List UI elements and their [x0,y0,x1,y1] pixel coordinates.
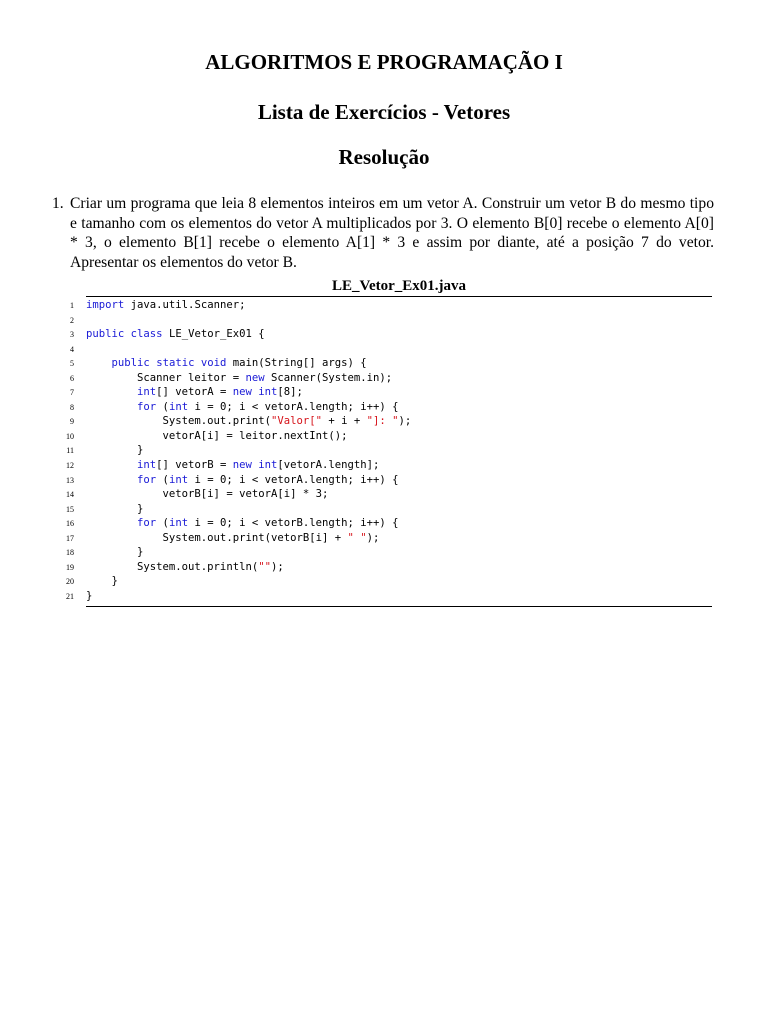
code-text [86,502,143,517]
code-keyword: new [232,459,252,472]
code-token: LE_Vetor_Ex01 { [162,328,265,341]
code-line [0,400,768,415]
code-keyword: int [168,517,189,530]
code-line [0,487,768,502]
line-number: 7 [70,388,74,398]
code-bottom-rule [86,606,712,607]
code-text [86,545,143,560]
code-token: } [86,546,144,559]
exercise-item [52,194,714,272]
code-token: System.out.println( [86,560,259,573]
code-line [0,327,768,342]
code-line [0,574,768,589]
code-keyword: int [168,473,189,486]
line-number: 21 [66,591,74,601]
code-keyword: import [86,299,125,311]
code-token: vetorB[i] = vetorA[i] * 3; [86,488,329,501]
code-token [86,386,137,398]
line-number: 18 [66,548,74,558]
line-number: 4 [70,344,74,354]
code-text [86,531,379,546]
code-text [86,560,284,575]
code-token: i = 0; i < vetorA.length; i++) { [188,473,399,486]
code-token: vetorA[i] = leitor.nextInt(); [86,429,348,442]
code-token: [vetorA.length]; [277,459,380,472]
code-keyword: for [137,517,157,530]
line-number: 19 [66,562,74,572]
code-line [0,298,768,313]
line-number: 10 [66,431,74,441]
code-text [86,443,143,458]
code-token: i = 0; i < vetorB.length; i++) { [188,517,399,530]
code-keyword: int [137,386,157,399]
line-number: 17 [66,533,74,543]
code-text [86,371,392,386]
code-line [0,429,768,444]
code-text [86,327,265,342]
code-line [0,516,768,531]
code-token: main(String[] args) { [226,357,367,370]
code-keyword: int [168,400,189,413]
code-keyword: new [245,371,265,384]
code-token: [] vetorA = [156,386,233,399]
code-token: System.out.print( [86,415,271,428]
code-token: ); [270,560,284,573]
code-token: ( [156,517,169,530]
code-line [0,458,768,473]
code-token: } [86,589,93,602]
code-text [86,385,303,400]
list-title: Lista de Exercícios - Vetores [257,100,511,124]
code-token: ); [398,415,412,428]
code-line [0,531,768,546]
code-line [0,545,768,560]
code-text [86,429,348,444]
code-token: System.out.print(vetorB[i] + [86,531,348,544]
code-line [0,502,768,517]
code-keyword: int [258,386,278,399]
code-line [0,560,768,575]
code-text [86,298,245,313]
code-token [86,459,137,471]
code-line [0,385,768,400]
code-keyword: int [258,459,278,472]
code-string: " " [347,531,367,544]
code-keyword: int [137,459,157,472]
code-token: ); [366,531,380,544]
line-number: 2 [70,315,74,325]
code-text [86,516,399,531]
code-line [0,313,768,328]
code-keyword: static [156,357,195,370]
line-number: 16 [66,519,74,529]
line-number: 14 [66,490,74,500]
line-number: 1 [70,301,74,310]
code-token: Scanner leitor = [86,371,246,384]
code-text [86,574,118,589]
line-number: 13 [66,475,74,485]
code-text [86,458,379,473]
line-number: 20 [66,577,74,587]
code-token: ( [156,473,169,486]
code-token [86,474,137,486]
code-token: [] vetorB = [156,459,233,472]
code-keyword: public [86,328,125,341]
code-token: } [86,502,144,515]
code-text [86,487,328,502]
code-token [86,517,137,529]
exercise-text: Criar um programa que leia 8 elementos inteiros em um vetor A. Construir um vetor B do mesmo tipo e tamanho com os elementos do vetor A multiplicados por 3. O elemento B[0] recebe o elemento A[0] * 3, o elemento B[1] recebe o elemento A[1] * 3 e assim por diante, até a posição 7 do vetor. Apresentar os elementos do vetor B. [70,195,714,271]
code-text [86,414,411,429]
code-top-rule [86,296,712,297]
code-line [0,473,768,488]
code-keyword: void [200,357,227,370]
line-number: 6 [70,373,74,383]
code-token: [8]; [277,386,303,399]
code-keyword: class [130,328,163,341]
code-line [0,356,768,371]
code-listing [0,298,768,603]
code-token: java.util.Scanner; [124,299,246,311]
code-text [86,356,367,371]
code-text [86,400,399,415]
code-token: } [86,575,118,588]
line-number: 3 [70,330,74,340]
code-text [86,473,399,488]
exercise-number: 1. [52,195,64,212]
code-line [0,589,768,604]
code-line [0,342,768,357]
line-number: 5 [70,359,74,369]
code-token: i = 0; i < vetorA.length; i++) { [188,400,399,413]
code-keyword: new [232,386,252,399]
code-token [86,401,137,413]
code-string: "Valor[" [270,415,322,428]
code-string: "" [258,560,271,573]
code-token: + i + [322,415,367,428]
code-keyword: for [137,400,157,413]
code-filename: LE_Vetor_Ex01.java [331,278,467,294]
code-line [0,414,768,429]
line-number: 9 [70,417,74,427]
course-title: ALGORITMOS E PROGRAMAÇÃO I [205,50,563,74]
line-number: 11 [66,446,74,456]
line-number: 15 [66,504,74,514]
code-token: Scanner(System.in); [264,371,393,384]
code-token: } [86,444,144,457]
code-text [86,589,92,604]
code-keyword: for [137,473,157,486]
subtitle: Resolução [338,145,430,169]
code-keyword: public [111,357,150,370]
code-token [86,357,112,369]
line-number: 8 [70,402,74,412]
line-number: 12 [66,461,74,471]
code-string: "]: " [366,415,399,428]
code-line [0,443,768,458]
code-token: ( [156,400,169,413]
code-line [0,371,768,386]
